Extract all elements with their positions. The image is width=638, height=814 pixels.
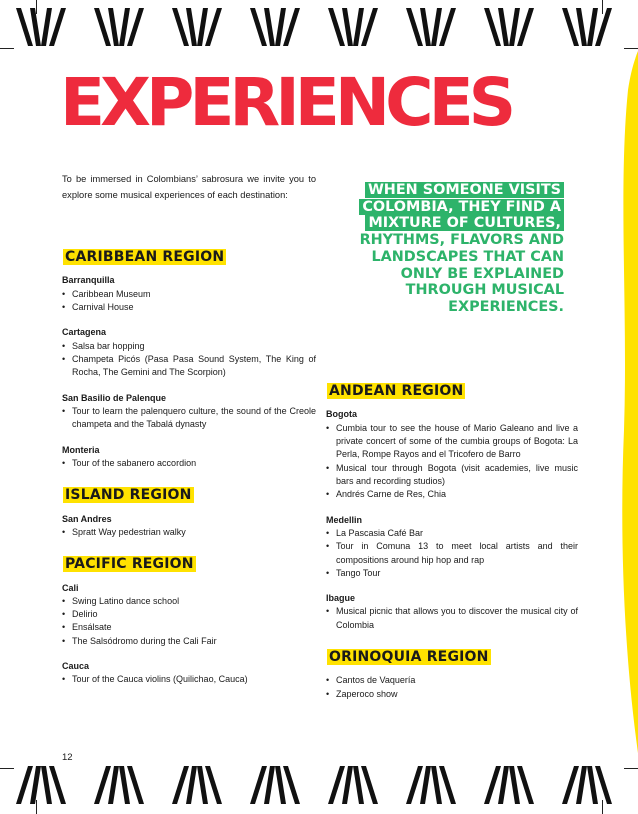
stripe-mark xyxy=(587,766,598,804)
stripe-mark xyxy=(361,8,378,46)
stripe-mark xyxy=(16,766,33,804)
stripe-mark xyxy=(562,8,579,46)
quote-line: MIXTURE OF CULTURES, xyxy=(365,215,564,231)
experience-item: • Tour in Comuna 13 to meet local artists and their compositions around hip hop and rap xyxy=(326,540,578,567)
left-column xyxy=(62,248,316,687)
quote-line: WHEN SOMEONE VISITS xyxy=(365,182,564,198)
city-block xyxy=(62,444,316,471)
stripe-mark xyxy=(498,8,509,46)
stripe-mark xyxy=(119,8,130,46)
stripe-mark xyxy=(264,766,275,804)
crop-mark xyxy=(602,0,603,14)
experience-item: • Ensálsate xyxy=(62,621,316,634)
stripe-mark xyxy=(49,8,66,46)
city-block xyxy=(62,582,316,649)
experience-item: • The Salsódromo during the Cali Fair xyxy=(62,635,316,648)
experience-item: • Tour to learn the palenquero culture, the sound of the Creole champeta and the Tabalá dynasty xyxy=(62,405,316,432)
stripe-mark xyxy=(264,8,275,46)
region-heading: PACIFIC REGION xyxy=(65,556,194,573)
city-name: Bogota xyxy=(326,409,357,420)
experience-list xyxy=(62,288,316,315)
experience-item: • Caribbean Museum xyxy=(62,288,316,301)
experience-item: • Cumbia tour to see the house of Mario Galeano and live a private concert of some of the cumbia groups of Bogota: La Perla, Rompe Rayos and el Tricofero de Barro xyxy=(326,422,578,462)
page-title: EXPERIENCES xyxy=(60,64,512,141)
city-name: Cali xyxy=(62,582,79,593)
stripe-mark xyxy=(353,766,364,804)
stripe-mark xyxy=(41,8,52,46)
experience-item: • Tour of the sabanero accordion xyxy=(62,457,316,470)
experience-item: • Champeta Picós (Pasa Pasa Sound System, The King of Rocha, The Gemini and The Scorpion) xyxy=(62,353,316,380)
stripe-mark xyxy=(127,8,144,46)
stripe-mark xyxy=(431,8,442,46)
stripe-mark xyxy=(517,8,534,46)
stripe-mark xyxy=(420,8,431,46)
stripe-mark xyxy=(509,8,520,46)
stripe-mark xyxy=(509,766,520,804)
city-name: Ibague xyxy=(326,593,356,604)
stripe-mark xyxy=(250,8,267,46)
city-block xyxy=(326,674,578,701)
experience-item: • Swing Latino dance school xyxy=(62,595,316,608)
stripe-mark xyxy=(41,766,52,804)
city-name: San Andres xyxy=(62,513,112,524)
stripe-mark xyxy=(342,8,353,46)
city-name: Monteria xyxy=(62,444,100,455)
city-block xyxy=(326,514,578,581)
experience-item: • La Pascasia Café Bar xyxy=(326,527,578,540)
stripe-mark xyxy=(431,766,442,804)
stripe-mark xyxy=(342,766,353,804)
city-block xyxy=(326,408,578,501)
experience-item: • Andrés Carne de Res, Chia xyxy=(326,488,578,501)
stripe-mark xyxy=(94,766,111,804)
experience-item: • Musical tour through Bogota (visit academies, live music bars and recording studios) xyxy=(326,462,578,489)
city-block xyxy=(62,326,316,379)
region-section xyxy=(62,555,316,687)
stripe-mark xyxy=(205,766,222,804)
quote-line: RHYTHMS, FLAVORS AND xyxy=(359,232,564,249)
quote-line: ONLY BE EXPLAINED xyxy=(400,265,564,282)
stripe-mark xyxy=(172,8,189,46)
region-heading: CARIBBEAN REGION xyxy=(65,249,225,265)
city-block xyxy=(326,592,578,632)
stripe-mark xyxy=(517,766,534,804)
crop-mark xyxy=(0,48,14,49)
quote-line: COLOMBIA, THEY FIND A xyxy=(359,199,564,215)
city-block xyxy=(62,513,316,540)
experience-item: • Cantos de Vaquería xyxy=(326,674,578,687)
stripe-mark xyxy=(420,766,431,804)
experience-list xyxy=(62,405,316,432)
stripe-mark xyxy=(197,8,208,46)
stripe-mark xyxy=(576,8,587,46)
experience-list xyxy=(326,605,578,632)
experience-item: • Zaperoco show xyxy=(326,688,578,701)
city-name: Cauca xyxy=(62,661,90,672)
stripe-mark xyxy=(587,8,598,46)
stripe-mark xyxy=(484,766,501,804)
city-block xyxy=(62,660,316,687)
stripe-mark xyxy=(197,766,208,804)
experience-item: • Delirio xyxy=(62,608,316,621)
stripe-mark xyxy=(186,8,197,46)
quote-line: EXPERIENCES. xyxy=(448,298,564,315)
pull-quote xyxy=(330,182,564,316)
region-section xyxy=(62,248,316,470)
stripe-mark xyxy=(328,8,345,46)
experience-item: • Salsa bar hopping xyxy=(62,340,316,353)
stripe-mark xyxy=(498,766,509,804)
stripe-mark xyxy=(576,766,587,804)
stripe-mark xyxy=(361,766,378,804)
tribal-stripe-pattern-top xyxy=(0,6,638,48)
stripe-mark xyxy=(439,8,456,46)
experience-item: • Tour of the Cauca violins (Quilichao, Cauca) xyxy=(62,673,316,686)
crop-mark xyxy=(36,800,37,814)
stripe-mark xyxy=(595,8,612,46)
stripe-mark xyxy=(205,8,222,46)
stripe-mark xyxy=(108,8,119,46)
experience-item: • Musical picnic that allows you to discover the musical city of Colombia xyxy=(326,605,578,632)
stripe-mark xyxy=(250,766,267,804)
region-heading: ORINOQUIA REGION xyxy=(329,649,489,666)
stripe-mark xyxy=(275,8,286,46)
experience-list xyxy=(326,674,578,701)
experience-item: • Spratt Way pedestrian walky xyxy=(62,526,316,539)
experience-list xyxy=(326,422,578,502)
stripe-mark xyxy=(353,8,364,46)
quote-line: LANDSCAPES THAT CAN xyxy=(371,248,564,265)
city-block xyxy=(62,274,316,314)
crop-mark xyxy=(0,768,14,769)
stripe-mark xyxy=(275,766,286,804)
experience-list xyxy=(62,595,316,648)
crop-mark xyxy=(36,0,37,14)
stripe-mark xyxy=(283,766,300,804)
stripe-mark xyxy=(562,766,579,804)
stripe-mark xyxy=(108,766,119,804)
experience-list xyxy=(326,527,578,580)
stripe-mark xyxy=(49,766,66,804)
stripe-mark xyxy=(406,766,423,804)
region-heading: ISLAND REGION xyxy=(65,487,192,504)
crop-mark xyxy=(624,48,638,49)
stripe-mark xyxy=(94,8,111,46)
stripe-mark xyxy=(283,8,300,46)
crop-mark xyxy=(624,768,638,769)
stripe-mark xyxy=(328,766,345,804)
right-column xyxy=(326,382,578,701)
page-number: 12 xyxy=(62,752,73,763)
region-section xyxy=(326,382,578,632)
city-block xyxy=(62,392,316,432)
stripe-mark xyxy=(595,766,612,804)
experience-item: • Tango Tour xyxy=(326,567,578,580)
tribal-stripe-pattern-bottom xyxy=(0,764,638,806)
experience-item: • Carnival House xyxy=(62,301,316,314)
city-name: San Basilio de Palenque xyxy=(62,392,167,403)
experience-list xyxy=(62,457,316,470)
stripe-mark xyxy=(16,8,33,46)
stripe-mark xyxy=(186,766,197,804)
intro-paragraph: To be immersed in Colombians’ sabrosura we invite you to explore some musical experiences of each destination: xyxy=(62,174,316,201)
experience-list xyxy=(62,340,316,380)
city-name: Medellin xyxy=(326,514,363,525)
stripe-mark xyxy=(484,8,501,46)
city-name: Barranquilla xyxy=(62,275,115,286)
experience-list xyxy=(62,526,316,539)
stripe-mark xyxy=(172,766,189,804)
region-section xyxy=(326,648,578,701)
stripe-mark xyxy=(439,766,456,804)
stripe-mark xyxy=(119,766,130,804)
stripe-mark xyxy=(127,766,144,804)
quote-line: THROUGH MUSICAL xyxy=(405,282,564,299)
stripe-mark xyxy=(30,766,41,804)
city-name: Cartagena xyxy=(62,327,107,338)
region-heading: ANDEAN REGION xyxy=(329,383,464,399)
yellow-side-shape xyxy=(588,10,638,814)
experience-list xyxy=(62,673,316,686)
region-section xyxy=(62,486,316,539)
stripe-mark xyxy=(406,8,423,46)
crop-mark xyxy=(602,800,603,814)
